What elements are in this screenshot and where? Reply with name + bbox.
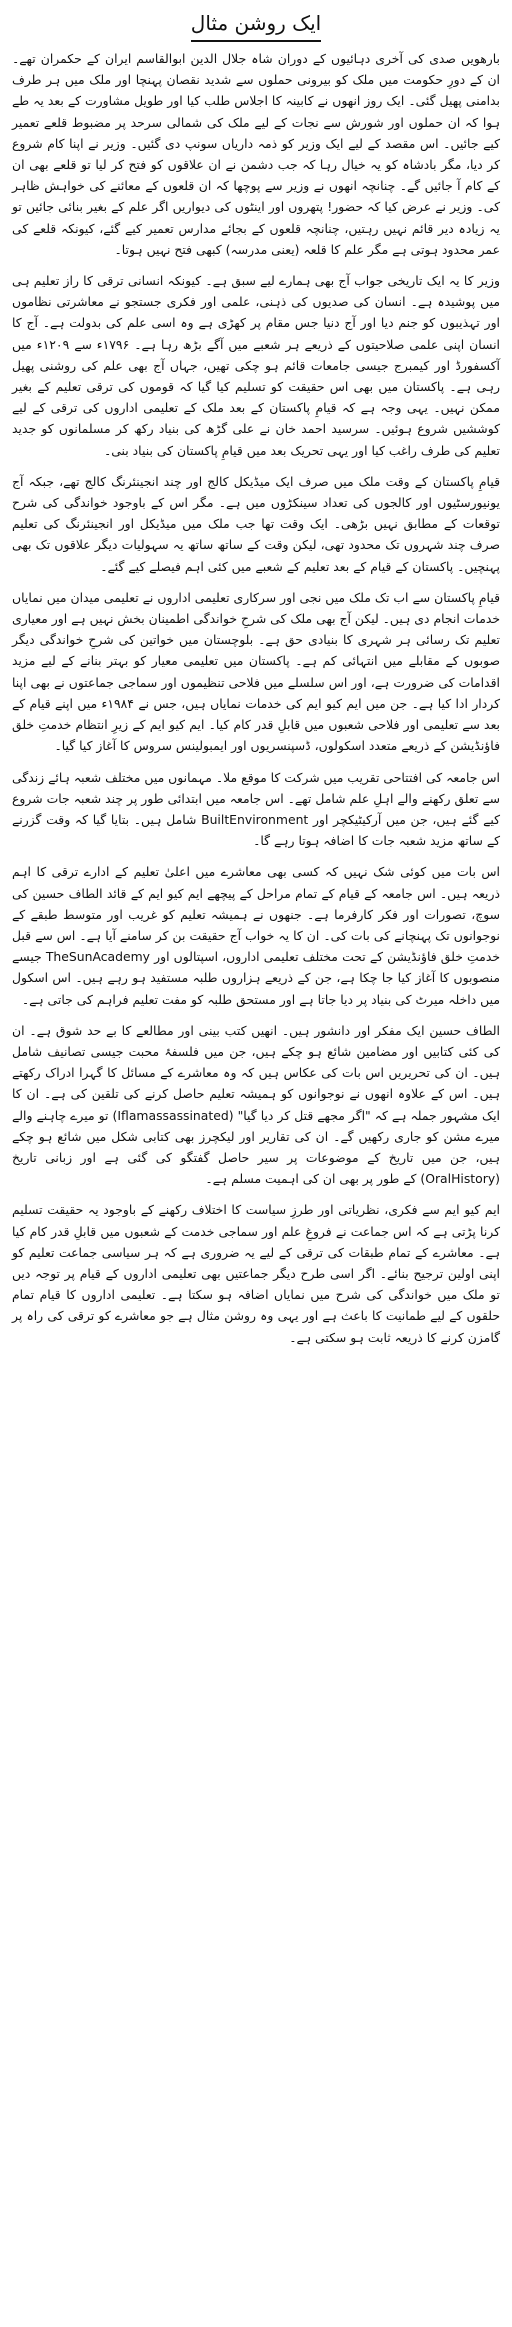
article-paragraph: الطاف حسین ایک مفکر اور دانشور ہیں۔ انھیں کتب بینی اور مطالعے کا بے حد شوق ہے۔ ان کی کئی کتابیں اور مضامین شائع ہو چکے ہیں، جن میں فلسفۂ محبت جیسی تصانیف شامل ہیں۔ ان کی تحریریں اس بات کی عکاس ہیں کہ وہ معاشرے کے مسائل کا گہرا ادراک رکھتے ہیں۔ اس کے علاوہ انھوں نے نوجوانوں کو ہمیشہ تعلیم حاصل کرنے کی تلقین کی ہے۔ ان کا ایک مشہور جملہ ہے کہ "اگر مجھے قتل کر دیا گیا" (Iflamassassinated) تو میرے چاہنے والے میرے مشن کو جاری رکھیں گے۔ ان کی تقاریر اور لیکچرز بھی کتابی شکل میں شائع ہو چکے ہیں، جن میں تاریخ کے موضوعات پر سیر حاصل گفتگو کی گئی ہے اور زبانی تاریخ (OralHistory) کے طور پر بھی ان کی اہمیت مسلم ہے۔ bbox=[12, 1022, 500, 1187]
article-paragraph: بارھویں صدی کی آخری دہائیوں کے دوران شاہ جلال الدین ابوالقاسم ایران کے حکمران تھے۔ ان کے دورِ حکومت میں ملک کو بیرونی حملوں سے شدید نقصان پہنچا اور ملک میں ہر طرف بدامنی پھیل گئی۔ ایک روز انھوں نے کابینہ کا اجلاس طلب کیا اور طویل مشاورت کے بعد یہ طے ہوا کہ ان حملوں اور شورش سے نجات کے لیے ملک کی شمالی سرحد پر مضبوط قلعے تعمیر کیے جائیں۔ اس مقصد کے لیے ایک وزیر کو ذمہ داریاں سونپ دی گئیں۔ وزیر نے اپنا کام شروع کر دیا، مگر بادشاہ کو یہ خیال رہا کہ جب دشمن نے ان علاقوں کو فتح کر لیا تو قلعے بھی ان کے کام آ جائیں گے۔ چنانچہ انھوں نے وزیر سے پوچھا کہ ان قلعوں کے معائنے کی خواہش ظاہر کی۔ وزیر نے عرض کیا کہ حضور! پتھروں اور اینٹوں کی دیواریں اگر علم کے بغیر بنائی جائیں تو یہ زیادہ دیر قائم نہیں رہتیں، چنانچہ قلعوں کے بجائے مدارس تعمیر کیے گئے، کیونکہ قلعے کی عمر محدود ہوتی ہے مگر علم کا قلعہ (یعنی مدرسہ) کبھی فتح نہیں ہوتا۔ bbox=[12, 51, 500, 257]
article-paragraph: قیامِ پاکستان کے وقت ملک میں صرف ایک میڈیکل کالج اور چند انجینئرنگ کالج تھے، جبکہ آج یونیورسٹیوں اور کالجوں کی تعداد سینکڑوں میں ہے۔ مگر اس کے باوجود خواندگی کی شرح توقعات کے مطابق نہیں بڑھی۔ ایک وقت تھا جب ملک میں میڈیکل اور انجینئرنگ کی تعلیم صرف چند شہروں تک محدود تھی، لیکن وقت کے ساتھ ساتھ یہ سہولیات دیگر علاقوں تک بھی پہنچیں۔ پاکستان کے قیام کے بعد تعلیم کے شعبے میں کئی اہم فیصلے کیے گئے۔ bbox=[12, 473, 500, 574]
article-paragraph: ایم کیو ایم سے فکری، نظریاتی اور طرزِ سیاست کا اختلاف رکھنے کے باوجود یہ حقیقت تسلیم کرنا پڑتی ہے کہ اس جماعت نے فروغِ علم اور سماجی خدمت کے شعبوں میں قابلِ قدر کام کیا ہے۔ معاشرے کے تمام طبقات کی ترقی کے لیے یہ ضروری ہے کہ ہر سیاسی جماعت تعلیم کو اپنی اولین ترجیح بنائے۔ اگر اسی طرح دیگر جماعتیں بھی تعلیمی اداروں کے قیام پر توجہ دیں تو ملک میں خواندگی کی شرح میں نمایاں اضافہ ہو سکتا ہے۔ تعلیمی اداروں کا قیام تمام حلقوں کے لیے طمانیت کا باعث ہے اور یہی وہ روشن مثال ہے جو معاشرے کو ترقی کی راہ پر گامزن کرنے کا ذریعہ ثابت ہو سکتی ہے۔ bbox=[12, 1202, 500, 1345]
article-title: ایک روشن مثال bbox=[191, 10, 321, 42]
article-paragraph: وزیر کا یہ ایک تاریخی جواب آج بھی ہمارے لیے سبق ہے۔ کیونکہ انسانی ترقی کا راز تعلیم ہی میں پوشیدہ ہے۔ انسان کی صدیوں کی ذہنی، علمی اور فکری جستجو نے معاشرتی نظاموں اور تہذیبوں کو جنم دیا اور آج دنیا جس مقام پر کھڑی ہے وہ اسی علم کی بدولت ہے۔ آج کا انسان اپنی علمی صلاحیتوں کے ذریعے ہر شعبے میں آگے بڑھ رہا ہے۔ ۱۷۹۶ء سے ۱۲۰۹ء میں آکسفورڈ اور کیمبرج جیسی جامعات قائم ہو چکی تھیں، جہاں آج بھی علم کی روشنی پھیل رہی ہے۔ پاکستان میں بھی اس حقیقت کو تسلیم کیا گیا کہ قوموں کی ترقی تعلیم کے بغیر ممکن نہیں۔ یہی وجہ ہے کہ قیامِ پاکستان کے بعد ملک کے تعلیمی اداروں کی ترقی کے لیے کوششیں شروع ہوئیں۔ سرسید احمد خان نے علی گڑھ کی بنیاد رکھ کر مسلمانوں کو جدید تعلیم کی طرف راغب کیا اور یہی تحریک بعد میں قیامِ پاکستان کی بنیاد بنی۔ bbox=[12, 273, 500, 458]
article-paragraph: اس بات میں کوئی شک نہیں کہ کسی بھی معاشرے میں اعلیٰ تعلیم کے ادارے ترقی کا اہم ذریعہ ہیں۔ اس جامعہ کے قیام کے تمام مراحل کے پیچھے ایم کیو ایم کے قائد الطاف حسین کی سوچ، تصورات اور فکر کارفرما ہے۔ جنھوں نے ہمیشہ تعلیم کو غریب اور متوسط طبقے کے نوجوانوں تک پہنچانے کی بات کی۔ ان کا یہ خواب آج حقیقت بن کر سامنے آیا ہے۔ اس سے قبل خدمتِ خلق فاؤنڈیشن کے تحت مختلف تعلیمی اداروں، اسپتالوں اور TheSunAcademy جیسے منصوبوں کا آغاز کیا جا چکا ہے، جن کے ذریعے ہزاروں طلبہ مستفید ہو رہے ہیں۔ اس اسکول میں داخلہ میرٹ کی بنیاد پر دیا جاتا ہے اور مستحق طلبہ کو مفت تعلیم فراہم کی جاتی ہے۔ bbox=[12, 864, 500, 1007]
article-paragraph: اس جامعہ کی افتتاحی تقریب میں شرکت کا موقع ملا۔ مہمانوں میں مختلف شعبہ ہائے زندگی سے تعلق رکھنے والے اہلِ علم شامل تھے۔ اس جامعہ میں ابتدائی طور پر چند شعبہ جات شروع کیے گئے ہیں، جن میں آرکیٹیکچر اور BuiltEnvironment شامل ہیں۔ بتایا گیا کہ وقت گزرنے کے ساتھ مزید شعبہ جات کا اضافہ ہوتا رہے گا۔ bbox=[12, 769, 500, 849]
article-body bbox=[12, 48, 500, 1348]
article-paragraph: قیامِ پاکستان سے اب تک ملک میں نجی اور سرکاری تعلیمی اداروں نے تعلیمی میدان میں نمایاں خدمات انجام دی ہیں۔ لیکن آج بھی ملک کی شرحِ خواندگی اطمینان بخش نہیں ہے اور معیاری تعلیم تک رسائی ہر شہری کا بنیادی حق ہے۔ بلوچستان میں خواتین کی شرحِ خواندگی دیگر صوبوں کے مقابلے میں انتہائی کم ہے۔ پاکستان میں تعلیمی معیار کو بہتر بنانے کے لیے مزید اقدامات کی ضرورت ہے، اور اس سلسلے میں فلاحی تنظیموں اور سماجی جماعتوں نے بھی اپنا کردار ادا کیا ہے۔ جن میں ایم کیو ایم کی خدمات نمایاں ہیں، جس نے ۱۹۸۴ء میں اپنے قیام کے بعد سے تعلیمی اور فلاحی شعبوں میں قابلِ قدر کام کیا۔ ایم کیو ایم کے زیرِ انتظام خدمتِ خلق فاؤنڈیشن کے ذریعے متعدد اسکولوں، ڈسپنسریوں اور ایمبولینس سروس کا آغاز کیا گیا۔ bbox=[12, 589, 501, 754]
title-block bbox=[12, 10, 500, 42]
